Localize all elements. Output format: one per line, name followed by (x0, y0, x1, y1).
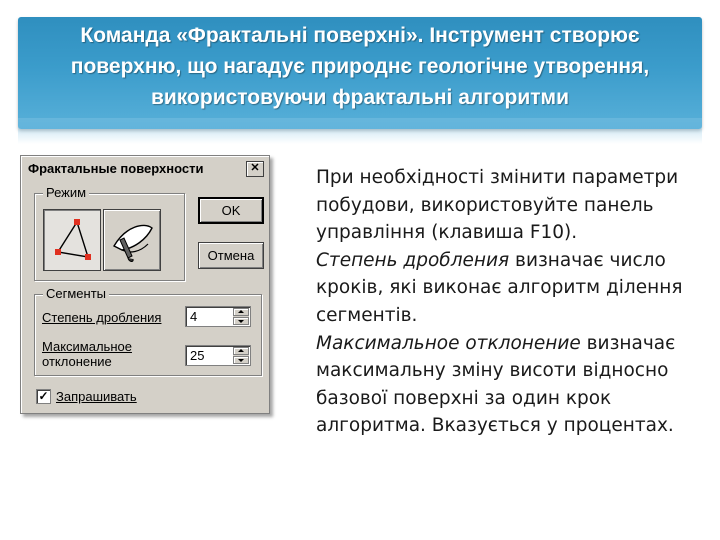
spin-down-button[interactable] (233, 356, 249, 364)
close-button[interactable]: ✕ (246, 161, 264, 177)
spin-up-button[interactable] (233, 308, 249, 316)
slide-title-line: Команда «Фрактальні поверхні». Інструмент створює (80, 24, 640, 47)
triangle-points-icon (44, 210, 100, 270)
max-deviation-label (42, 339, 132, 369)
body-paragraph-3-text: визначає максимальну зміну висоти відносно базової поверхні за один крок алгоритма. Вказується у процентах. (316, 332, 676, 437)
subdivision-label-text: Степень дробления (42, 310, 162, 325)
subdivision-value: 4 (190, 309, 198, 324)
ask-checkbox[interactable]: ✓ (36, 389, 51, 404)
subdivision-label (42, 310, 161, 325)
dialog-titlebar (24, 159, 266, 179)
cancel-button[interactable]: Отмена (198, 242, 264, 269)
slide-body (288, 164, 708, 440)
fractal-surfaces-dialog (20, 155, 270, 414)
body-paragraph-3 (288, 330, 708, 440)
mode-group-label: Режим (43, 185, 89, 200)
brush-surface-icon (104, 210, 160, 270)
ask-checkbox-label-text: Запрашивать (56, 389, 137, 404)
body-paragraph-2 (288, 247, 708, 330)
max-deviation-value: 25 (190, 348, 205, 363)
max-deviation-label-line2: отклонение (42, 354, 112, 369)
max-deviation-label-line1: Максимальное (42, 339, 132, 354)
body-term-subdivision: Степень дробления (316, 249, 510, 271)
max-deviation-spin-arrows (233, 347, 249, 364)
body-term-max-deviation: Максимальное отклонение (316, 332, 581, 354)
spin-down-button[interactable] (233, 317, 249, 325)
body-paragraph-1: При необхідності змінити параметри побудови, використовуйте панель управління (клавиша F10). (316, 167, 679, 244)
slide-title-line: поверхню, що нагадує природнє геологічне утворення, (70, 55, 650, 78)
title-banner-fade (18, 118, 702, 144)
max-deviation-spinbox[interactable] (185, 345, 251, 366)
spin-up-button[interactable] (233, 347, 249, 355)
subdivision-spin-arrows (233, 308, 249, 325)
dialog-title: Фрактальные поверхности (28, 161, 204, 176)
body-paragraph-2-text: визначає число кроків, які виконає алгоритм ділення сегментів. (316, 249, 683, 326)
slide-title-line: використовуючи фрактальні алгоритми (150, 86, 569, 109)
slide-title (30, 20, 690, 113)
segments-group-label: Сегменты (43, 286, 109, 301)
ok-button[interactable]: OK (198, 197, 264, 224)
ask-checkbox-label[interactable] (56, 389, 137, 404)
mode-points-button[interactable] (43, 209, 101, 271)
mode-surface-button[interactable] (103, 209, 161, 271)
subdivision-spinbox[interactable] (185, 306, 251, 327)
